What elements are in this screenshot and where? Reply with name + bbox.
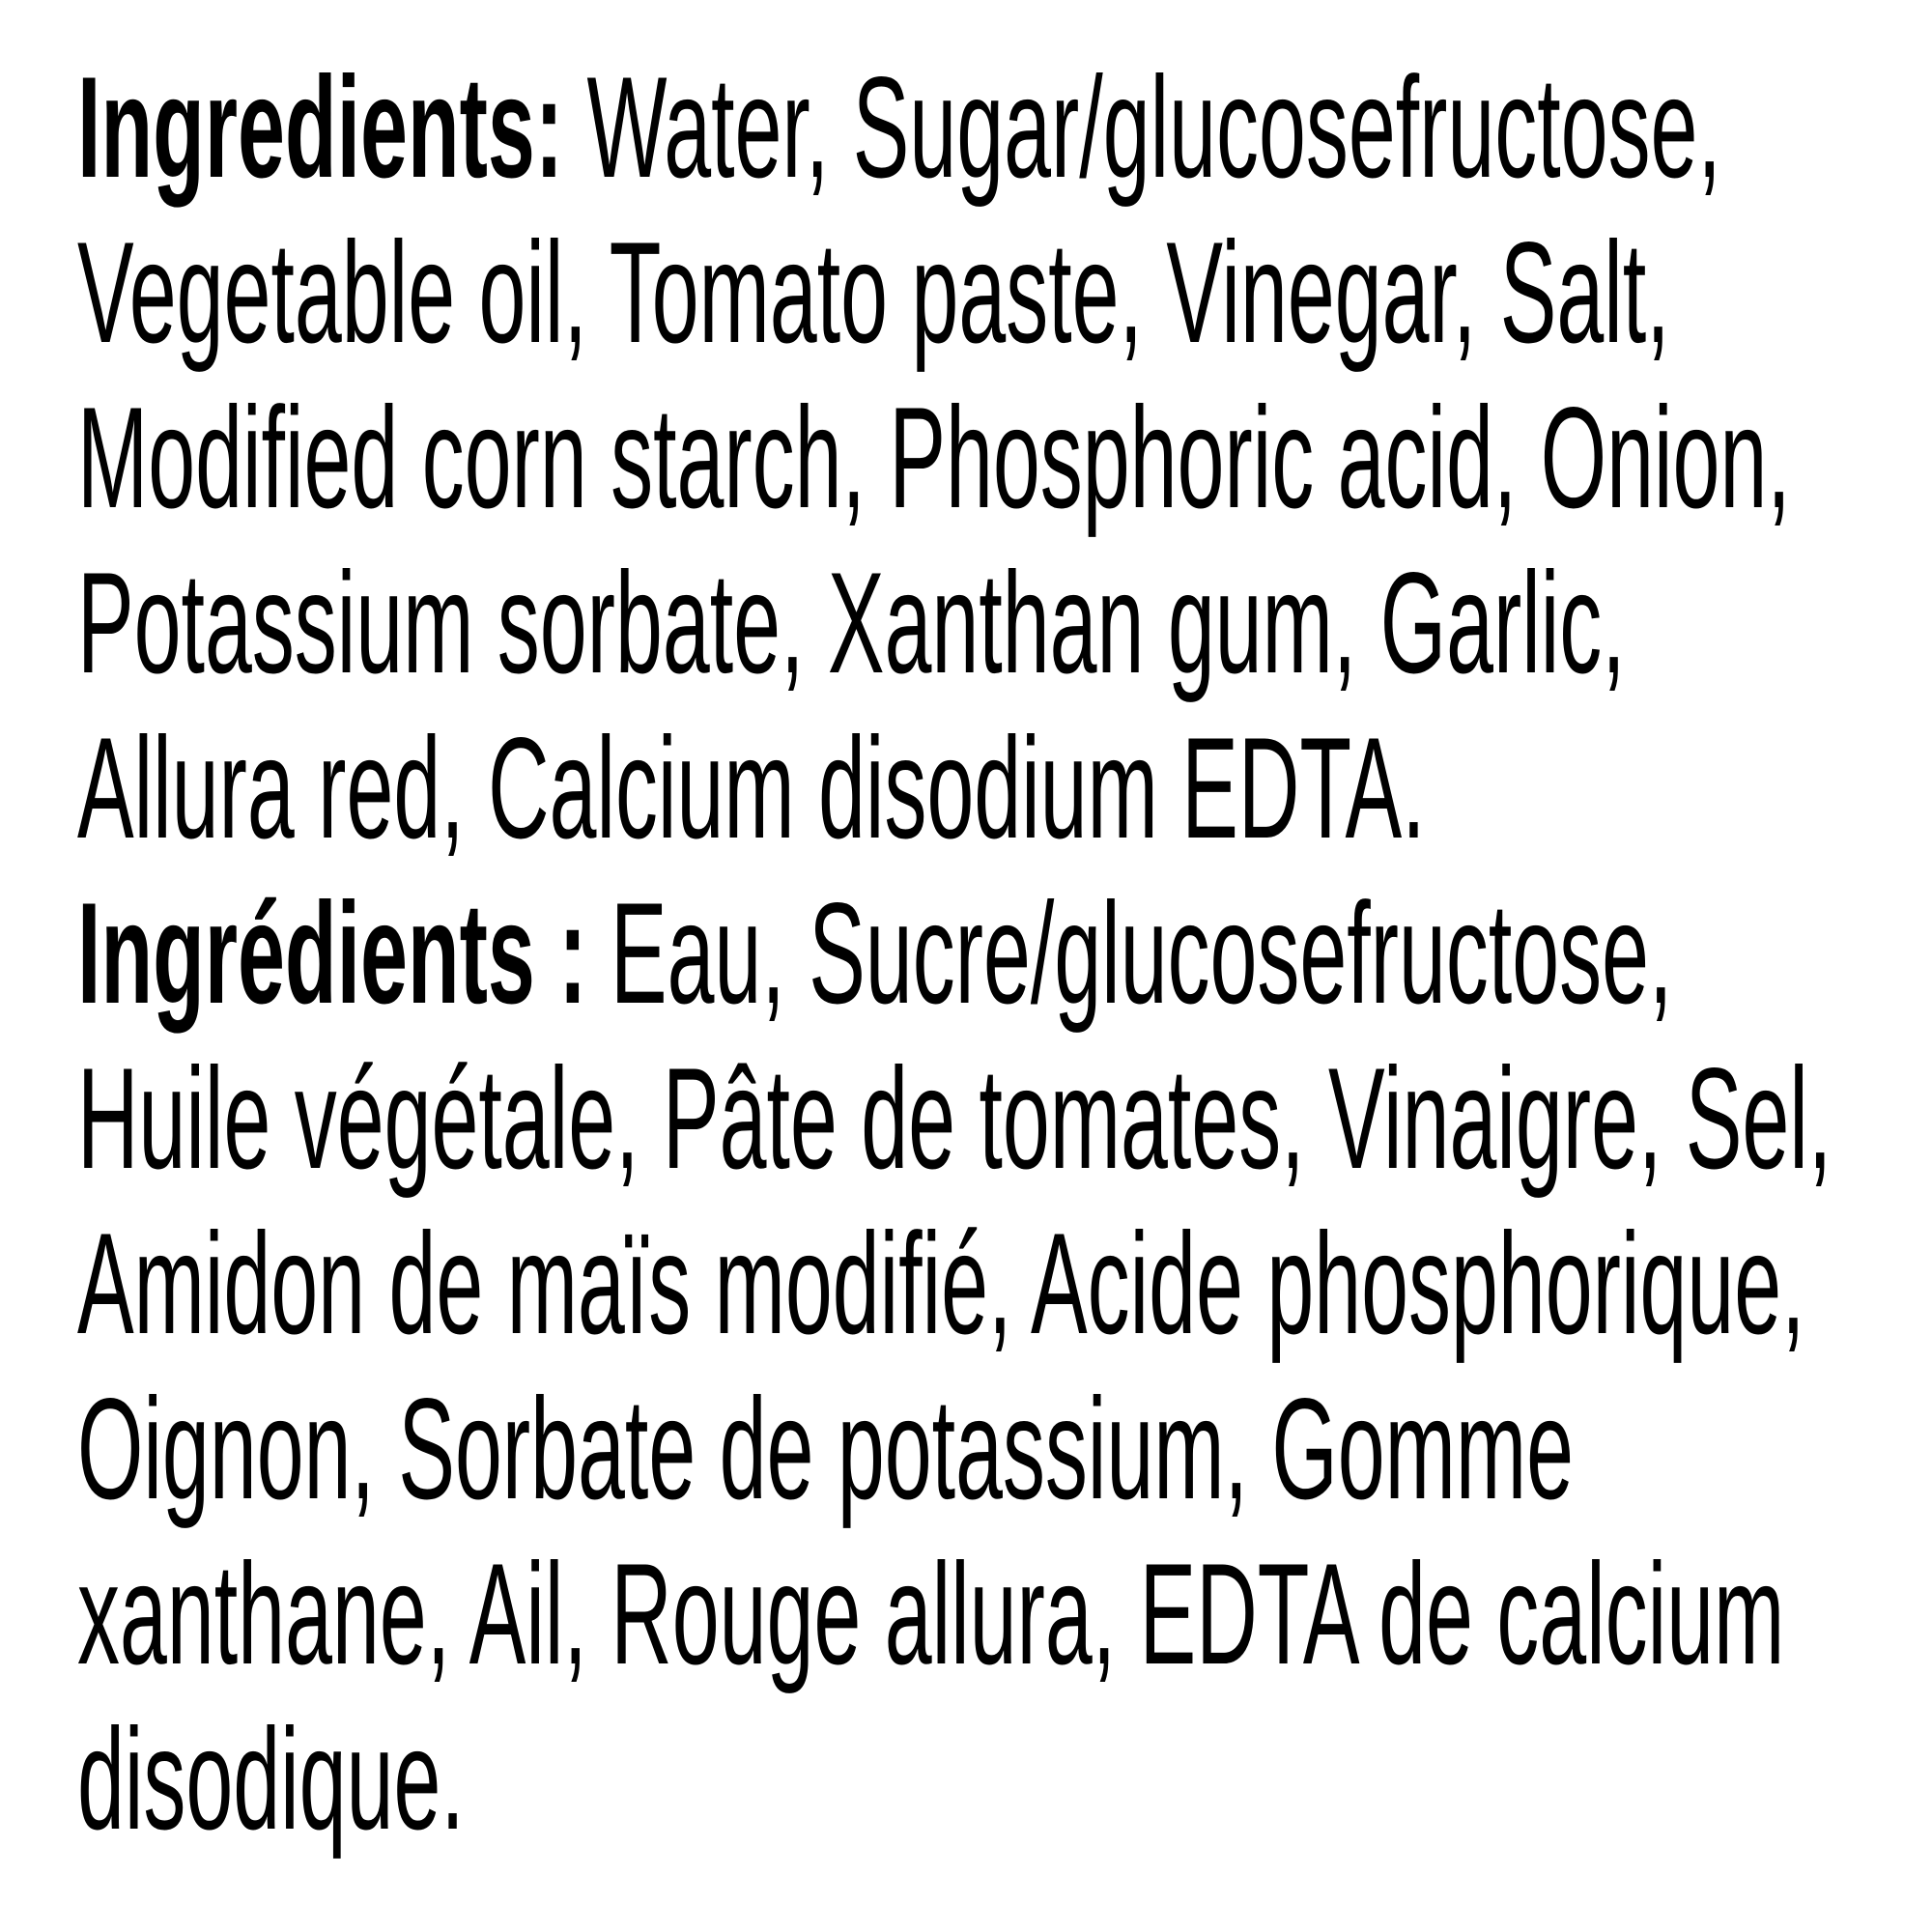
- ingredient-text-fr-3: Amidon de maïs modifié, Acide phosphorique,: [77, 1203, 1805, 1364]
- ingredient-text-en-2: Vegetable oil, Tomato paste, Vinegar, Salt,: [77, 212, 1670, 373]
- ingredients-panel: [77, 44, 1932, 1861]
- ingredient-line-fr-1: [77, 870, 1932, 1036]
- ingredient-line-en-4: [77, 540, 1932, 705]
- ingredient-line-en-2: [77, 210, 1932, 375]
- ingredient-line-en-5: [77, 705, 1932, 870]
- ingredient-text-en-5: Allura red, Calcium disodium EDTA.: [77, 707, 1426, 868]
- ingredient-text-fr-1: Eau, Sucre/glucosefructose,: [586, 872, 1673, 1034]
- ingredient-line-fr-3: [77, 1201, 1932, 1366]
- ingredient-text-fr-6: disodique.: [77, 1698, 465, 1860]
- ingredient-text-fr-5: xanthane, Ail, Rouge allura, EDTA de calcium: [77, 1533, 1785, 1694]
- ingredient-text-fr-2: Huile végétale, Pâte de tomates, Vinaigre, Sel,: [77, 1037, 1833, 1199]
- ingredient-text-en-1: Water, Sugar/glucosefructose,: [563, 46, 1721, 208]
- ingredient-line-en-1: [77, 44, 1932, 210]
- ingredient-text-en-4: Potassium sorbate, Xanthan gum, Garlic,: [77, 542, 1626, 703]
- ingredient-line-fr-6: [77, 1696, 1932, 1861]
- ingredient-line-fr-4: [77, 1366, 1932, 1531]
- ingredient-line-fr-2: [77, 1036, 1932, 1201]
- ingredient-text-fr-4: Oignon, Sorbate de potassium, Gomme: [77, 1368, 1574, 1529]
- ingredient-line-fr-5: [77, 1531, 1932, 1696]
- ingredient-text-en-3: Modified corn starch, Phosphoric acid, Onion,: [77, 377, 1791, 538]
- ingredient-line-en-3: [77, 375, 1932, 540]
- ingredients-heading-en: Ingredients:: [77, 46, 564, 208]
- ingredients-heading-fr: Ingrédients :: [77, 872, 587, 1034]
